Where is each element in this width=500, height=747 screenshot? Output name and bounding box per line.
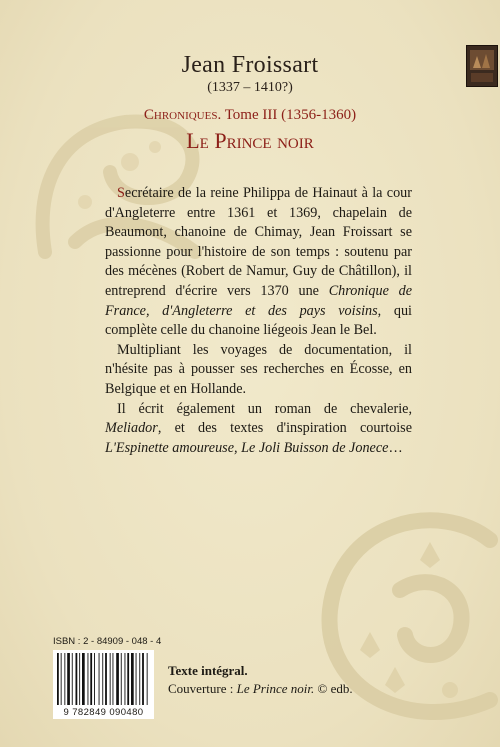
cover-credit-label: Couverture :	[168, 681, 237, 696]
texte-integral: Texte intégral.	[168, 663, 248, 678]
book-title: Le Prince noir	[186, 128, 314, 153]
blurb-p3-start: Il écrit également un roman de chevalerie,	[117, 400, 412, 417]
blurb-p3-mid: , et des textes d'inspiration courtoise	[157, 420, 412, 437]
cover-credit	[168, 680, 353, 698]
volume-info: Tome III (1356-1360)	[224, 107, 357, 123]
cover-credit-title: Le Prince noir.	[236, 681, 315, 696]
blurb-p3-end: …	[388, 439, 403, 456]
blurb-paragraph-2: Multipliant les voyages de documentation, il n'hésite pas à pousser ses recherches en Écosse, en Belgique et en Hollande.	[105, 341, 412, 397]
drop-cap: S	[117, 185, 125, 201]
blurb-p1-text: ecrétaire de la reine Philippa de Hainaut à la cour d'Angleterre entre 1361 et 1369, chapelain de Beaumont, chanoine de Chimay, Jean Froissart se passionne pour l'histoire de son temps : soutenu par des mécènes (Robert de Namur, Guy de Châtillon), il entreprend d'écrire vers 1370 une	[105, 185, 412, 299]
chronique-title: Chronique de France, d'Angleterre et des pays voisins	[105, 282, 412, 319]
blurb-paragraph-3	[105, 400, 412, 459]
series-name: Chroniques.	[143, 107, 222, 123]
ornamental-initial-watermark-bottom	[300, 500, 500, 745]
blurb	[105, 184, 412, 458]
blurb-paragraph-1	[105, 184, 412, 341]
barcode-number: 9 782849 090480	[53, 707, 154, 719]
cover-credit-publisher: © edb.	[314, 681, 353, 696]
barcode	[53, 650, 154, 708]
author-name: Jean Froissart	[181, 52, 319, 78]
edition-info	[168, 662, 353, 698]
meliador-title: Meliador	[105, 420, 158, 437]
isbn: ISBN : 2 - 84909 - 048 - 4	[53, 636, 162, 647]
author-dates: (1337 – 1410?)	[207, 80, 293, 95]
blurb-p1-end: , qui complète celle du chanoine liégeois Jean le Bel.	[105, 302, 412, 339]
series-subtitle	[0, 107, 500, 124]
barcode-bars	[53, 650, 154, 708]
courtly-works-titles: L'Espinette amoureuse, Le Joli Buisson de Jonece	[105, 439, 389, 456]
